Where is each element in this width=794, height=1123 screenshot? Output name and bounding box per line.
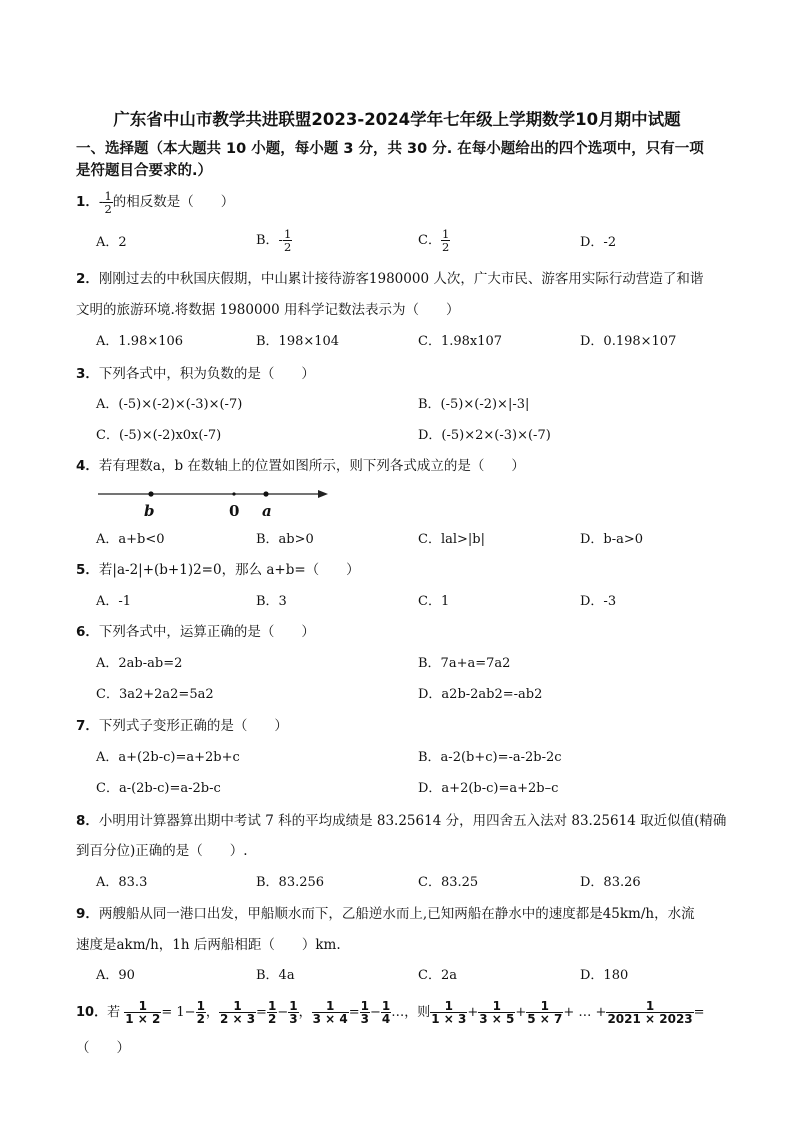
question-9: 9．两艘船从同一港口出发，甲船顺水而下，乙船逆水而上,已知两船在静水中的速度都是45km/h，水流 — [76, 906, 695, 922]
option-d[interactable]: D．-3 — [580, 594, 617, 609]
option-b[interactable]: B．(-5)×(-2)×|-3| — [418, 397, 530, 412]
point-zero — [232, 492, 235, 495]
option-c[interactable]: C．a-(2b-c)=a-2b-c — [96, 781, 221, 796]
question-5: 5．若|a-2|+(b+1)2=0，那么 a+b=（ ） — [76, 562, 360, 578]
fraction: $\frac{1}{1 \times 2}$ — [125, 999, 161, 1026]
question-2: 2．刚刚过去的中秋国庆假期，中山累计接待游客1980000 人次，广大市民、游客用实际行动营造了和谐 — [76, 271, 704, 287]
question-10-answer-paren: （ ） — [76, 1040, 130, 1056]
question-9-line2: 速度是akm/h，1h 后两船相距（ ）km. — [76, 937, 341, 953]
arrow-head-icon — [318, 490, 328, 498]
fraction: $\frac{1}{2}$ — [283, 227, 292, 254]
fraction: $\frac{1}{3}$ — [360, 999, 369, 1026]
question-10: 10．若 $\frac{1}{1 \times 2}$ = 1− $\frac{1}{2}$ ， $\frac{1}{2 \times 3}$ = $\frac{1}{2}$ − $\frac{1}{3}$ ， $\frac{1}{3 \times 4}$ = $\frac{1}{3}$ − $\frac{1}{4}$ …，则 $\frac{1}{1 \times 3}$ + $\frac{1}{3 \times 5}$ + $\frac{1}{5 \times 7}$ + … + $\frac{1}{2021 \times 2023}$ = — [76, 999, 705, 1026]
option-b[interactable]: B．- $\frac{1}{2}$ — [256, 227, 292, 254]
option-b[interactable]: B．3 — [256, 594, 287, 609]
option-d[interactable]: D．(-5)×2×(-3)×(-7) — [418, 428, 551, 443]
option-d[interactable]: D．-2 — [580, 235, 617, 250]
option-a[interactable]: A．-1 — [96, 594, 132, 609]
page-title: 广东省中山市教学共进联盟2023-2024学年七年级上学期数学10月期中试题 — [113, 110, 681, 129]
question-number: 6． — [76, 624, 99, 640]
fraction: $\frac{1}{2}$ — [196, 999, 205, 1026]
question-8-line2: 到百分位)正确的是（ ）. — [76, 843, 248, 859]
fraction: $\frac{1}{2}$ — [441, 227, 450, 254]
question-2-line2: 文明的旅游环境.将数据 1980000 用科学记数法表示为（ ） — [76, 302, 460, 318]
section-heading-line1: 一、选择题（本大题共 10 小题，每小题 3 分，共 30 分. 在每小题给出的四个选项中，只有一项 — [76, 141, 704, 157]
option-c[interactable]: C．lal>|b| — [418, 532, 485, 547]
fraction: $\frac{1}{2021 \times 2023}$ — [607, 999, 693, 1026]
section-heading-line2: 是符题目合要求的.） — [76, 163, 213, 179]
fraction: $\frac{1}{2}$ — [267, 999, 277, 1026]
option-c[interactable]: C．3a2+2a2=5a2 — [96, 687, 214, 702]
option-d[interactable]: D．0.198×107 — [580, 334, 677, 349]
question-number: 9． — [76, 906, 99, 922]
fraction: $\frac{1}{2}$ — [104, 189, 112, 216]
option-d[interactable]: D．a+2(b-c)=a+2b–c — [418, 781, 559, 796]
option-a[interactable]: A．(-5)×(-2)×(-3)×(-7) — [96, 397, 243, 412]
question-6: 6．下列各式中，运算正确的是（ ） — [76, 624, 315, 640]
question-3: 3．下列各式中，积为负数的是（ ） — [76, 366, 315, 382]
fraction: $\frac{1}{5 \times 7}$ — [527, 999, 563, 1026]
option-c[interactable]: C．(-5)×(-2)x0x(-7) — [96, 428, 222, 443]
option-a[interactable]: A．90 — [96, 968, 135, 983]
question-number: 10． — [76, 1005, 108, 1020]
option-c[interactable]: C．83.25 — [418, 875, 479, 890]
fraction: $\frac{1}{1 \times 3}$ — [431, 999, 467, 1026]
option-c[interactable]: C．2a — [418, 968, 457, 983]
option-b[interactable]: B．ab>0 — [256, 532, 314, 547]
fraction: $\frac{1}{3 \times 4}$ — [312, 999, 348, 1026]
label-a: a — [262, 502, 272, 520]
option-a[interactable]: A．2 — [96, 235, 127, 250]
fraction: $\frac{1}{4}$ — [381, 999, 391, 1026]
question-number: 2． — [76, 271, 99, 287]
label-zero: 0 — [229, 502, 240, 520]
option-d[interactable]: D．a2b-2ab2=-ab2 — [418, 687, 543, 702]
question-number: 3． — [76, 366, 99, 382]
label-b: b — [144, 502, 155, 520]
option-a[interactable]: A．2ab-ab=2 — [96, 656, 183, 671]
option-a[interactable]: A．83.3 — [96, 875, 148, 890]
question-number: 5． — [76, 562, 99, 578]
option-d[interactable]: D．b-a>0 — [580, 532, 644, 547]
option-a[interactable]: A．a+(2b-c)=a+2b+c — [96, 750, 240, 765]
option-b[interactable]: B．a-2(b+c)=-a-2b-2c — [418, 750, 562, 765]
fraction: $\frac{1}{3 \times 5}$ — [479, 999, 515, 1026]
option-b[interactable]: B．7a+a=7a2 — [418, 656, 511, 671]
question-4: 4．若有理数a，b 在数轴上的位置如图所示，则下列各式成立的是（ ） — [76, 458, 525, 474]
number-line-svg — [96, 484, 332, 524]
option-b[interactable]: B．198×104 — [256, 334, 340, 349]
option-a[interactable]: A．1.98×106 — [96, 334, 184, 349]
option-c[interactable]: C． $\frac{1}{2}$ — [418, 227, 450, 254]
fraction: $\frac{1}{3}$ — [289, 999, 298, 1026]
point-b — [148, 491, 153, 496]
option-b[interactable]: B．83.256 — [256, 875, 325, 890]
number-line-figure — [96, 484, 332, 524]
option-d[interactable]: D．83.26 — [580, 875, 641, 890]
question-8: 8．小明用计算器算出期中考试 7 科的平均成绩是 83.25614 分，用四舍五入法对 83.25614 取近似值(精确 — [76, 813, 727, 829]
question-number: 1． — [76, 194, 99, 210]
option-c[interactable]: C．1 — [418, 594, 450, 609]
point-a — [263, 491, 268, 496]
question-number: 7． — [76, 718, 99, 734]
option-d[interactable]: D．180 — [580, 968, 629, 983]
question-1: 1．- $\frac{1}{2}$ 的相反数是（ ） — [76, 189, 235, 216]
question-7: 7．下列式子变形正确的是（ ） — [76, 718, 288, 734]
fraction: $\frac{1}{2 \times 3}$ — [219, 999, 256, 1026]
option-c[interactable]: C．1.98x107 — [418, 334, 503, 349]
question-number: 4． — [76, 458, 99, 474]
option-a[interactable]: A．a+b<0 — [96, 532, 165, 547]
question-number: 8． — [76, 813, 99, 829]
option-b[interactable]: B．4a — [256, 968, 295, 983]
